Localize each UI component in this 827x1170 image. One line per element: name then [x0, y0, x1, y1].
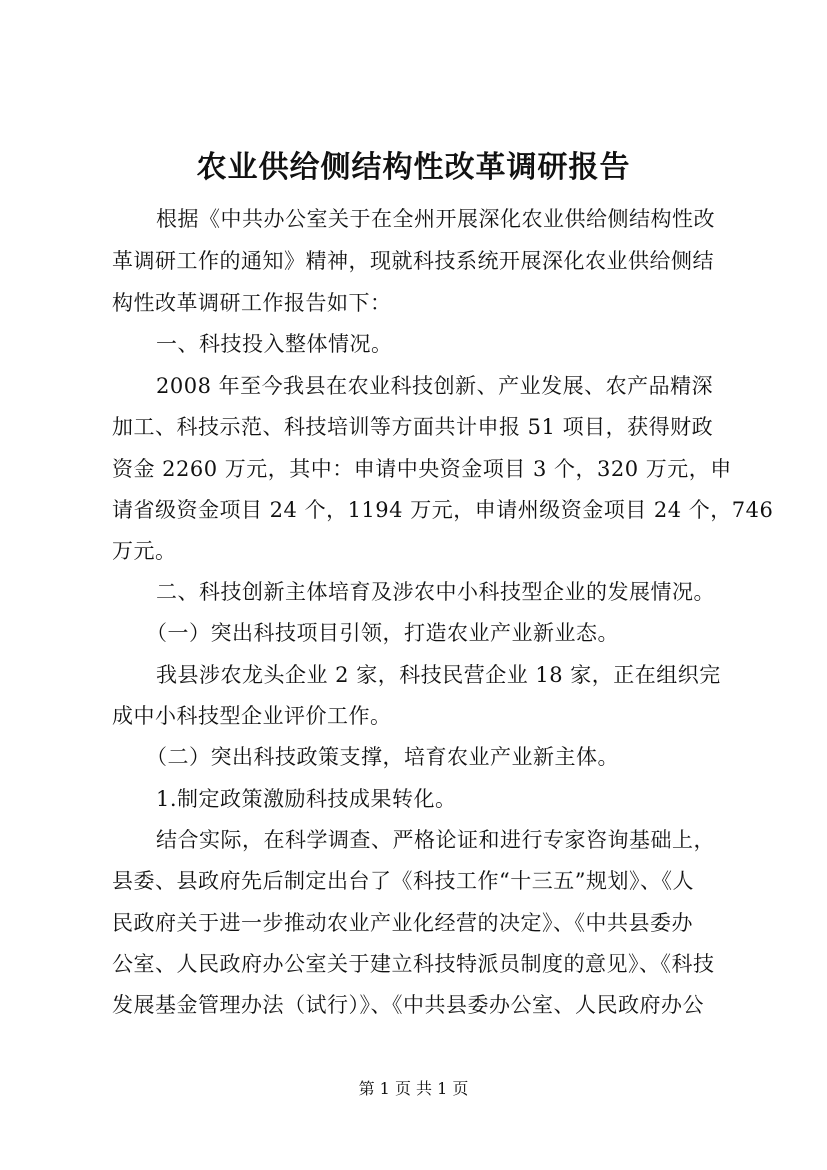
- section-heading: 二、科技创新主体培育及涉农中小科技型企业的发展情况。: [156, 580, 715, 604]
- paragraph-line: 2008 年至今我县在农业科技创新、产业发展、农产品精深: [156, 374, 714, 398]
- paragraph-line: 请省级资金项目 24 个，1194 万元，申请州级资金项目 24 个，746: [112, 498, 774, 522]
- paragraph-line: 资金 2260 万元，其中：申请中央资金项目 3 个，320 万元，申: [112, 457, 732, 481]
- page-footer: 第 1 页 共 1 页: [358, 1079, 469, 1098]
- paragraph-line: 革调研工作的通知》精神，现就科技系统开展深化农业供给侧结: [112, 249, 714, 273]
- paragraph-line: 县委、县政府先后制定出台了《科技工作“十三五”规划》、《人: [112, 869, 694, 893]
- paragraph-line: 构性改革调研工作报告如下：: [112, 291, 392, 315]
- section-heading: 一、科技投入整体情况。: [156, 332, 393, 356]
- paragraph-line: 成中小科技型企业评价工作。: [112, 704, 392, 728]
- paragraph-line: 发展基金管理办法（试行）》、《中共县委办公室、人民政府办公: [112, 993, 704, 1017]
- subsection-heading: （二）突出科技政策支撑，培育农业产业新主体。: [146, 745, 619, 769]
- subsection-heading: （一）突出科技项目引领，打造农业产业新业态。: [146, 621, 619, 645]
- paragraph-line: 结合实际，在科学调查、严格论证和进行专家咨询基础上，: [156, 828, 715, 852]
- paragraph-line: 根据《中共办公室关于在全州开展深化农业供给侧结构性改: [156, 207, 715, 231]
- paragraph-line: 公室、人民政府办公室关于建立科技特派员制度的意见》、《科技: [112, 952, 715, 976]
- document-title: 农业供给侧结构性改革调研报告: [196, 150, 631, 185]
- paragraph-line: 民政府关于进一步推动农业产业化经营的决定》、《中共县委办: [112, 911, 693, 935]
- paragraph-line: 加工、科技示范、科技培训等方面共计申报 51 项目，获得财政: [112, 415, 714, 439]
- paragraph-line: 万元。: [112, 539, 177, 563]
- paragraph-line: 我县涉农龙头企业 2 家，科技民营企业 18 家，正在组织完: [156, 663, 721, 687]
- item-heading: 1.制定政策激励科技成果转化。: [156, 787, 457, 811]
